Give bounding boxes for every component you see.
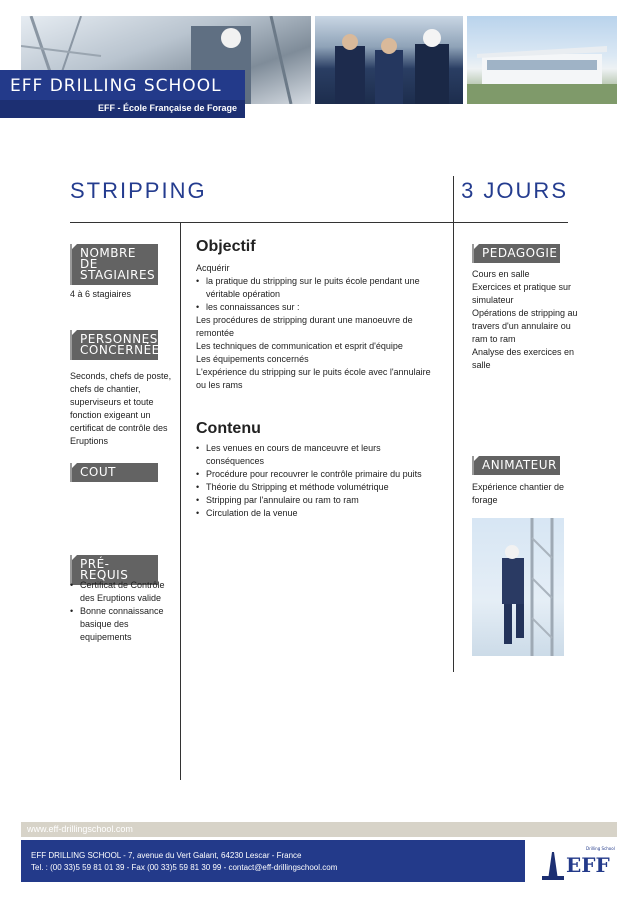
pedagogie-line: Analyse des exercices en salle: [472, 347, 575, 370]
contenu-heading: Contenu: [196, 420, 261, 437]
animateur-value: Expérience chantier de forage: [472, 482, 565, 505]
footer-address: EFF DRILLING SCHOOL - 7, avenue du Vert Galant, 64230 Lescar - France: [31, 851, 302, 860]
school-subtitle: EFF - École Française de Forage: [97, 103, 237, 113]
title-divider: [453, 176, 454, 222]
objectif-heading: Objectif: [196, 238, 256, 255]
objectif-bullet: • la pratique du stripping sur le puits école pendant une véritable opération: [196, 275, 440, 301]
contenu-list: [196, 442, 440, 520]
prerequis-list: [70, 579, 178, 644]
objectif-line: Les techniques de communication et esprit d'équipe: [196, 341, 403, 351]
footer-address-bar: [21, 840, 525, 882]
personnes-tag-line-2: CONCERNÉES: [80, 343, 168, 357]
title-underline: [70, 222, 568, 223]
personnes-concernees-value: Seconds, chefs de poste, chefs de chantier, superviseurs et toute fonction exigeant un certificat de contrôle des Eruptions: [70, 371, 172, 446]
logo-tagline: Drilling School: [586, 846, 615, 851]
objectif-line: Les procédures de stripping durant une manoeuvre de remontée: [196, 315, 413, 338]
objectif-line: L'expérience du stripping sur le puits école avec l'annulaire ou les rams: [196, 367, 431, 390]
animateur-tag-label: ANIMATEUR: [482, 458, 557, 472]
personnes-tag-line-1: PERSONNES: [80, 332, 158, 346]
pedagogie-line: Opérations de stripping au travers d'un annulaire ou ram to ram: [472, 308, 578, 344]
pedagogie-line: Cours en salle: [472, 269, 530, 279]
course-duration: 3 JOURS: [461, 178, 568, 203]
objectif-intro: Acquérir: [196, 263, 230, 273]
column-divider-left: [180, 222, 181, 780]
pedagogie-line: Exercices et pratique sur simulateur: [472, 282, 572, 305]
column-divider-right: [453, 222, 454, 672]
footer-url-bar: [21, 822, 617, 837]
objectif-bullet: • les connaissances sur :: [196, 301, 440, 314]
animateur-tag: [472, 456, 560, 475]
logo-text: EFF: [566, 853, 610, 877]
list-item: • Théorie du Stripping et méthode volumétrique: [196, 481, 440, 494]
list-item: • Stripping par l'annulaire ou ram to ram: [196, 494, 440, 507]
eff-logo: [538, 840, 618, 882]
objectif-body: [196, 262, 440, 392]
cout-tag-label: COUT: [80, 465, 116, 479]
nombre-tag-line-1: NOMBRE DE: [80, 246, 136, 271]
school-subtitle-bar: [0, 100, 245, 118]
course-title: STRIPPING: [70, 178, 207, 203]
prerequis-tag-label: PRÉ-REQUIS: [80, 557, 129, 582]
list-item: • Bonne connaissance basique des equipements: [70, 605, 178, 644]
list-item: • Certificat de Contrôle des Eruptions valide: [70, 579, 178, 605]
cout-tag: [70, 463, 158, 482]
list-item: • Les venues en cours de manceuvre et leurs conséquences: [196, 442, 440, 468]
footer-contact: Tel. : (00 33)5 59 81 01 39 - Fax (00 33)5 59 81 30 99 - contact@eff-drillingschool.com: [31, 863, 338, 872]
pedagogie-tag-label: PEDAGOGIE: [482, 246, 558, 260]
list-item: • Procédure pour recouvrer le contrôle primaire du puits: [196, 468, 440, 481]
objectif-line: Les équipements concernés: [196, 354, 309, 364]
pedagogie-body: [472, 268, 582, 372]
list-item: • Circulation de la venue: [196, 507, 440, 520]
workers-photo: [315, 16, 463, 104]
pedagogie-tag: [472, 244, 560, 263]
nombre-stagiaires-value: 4 à 6 stagiaires: [70, 289, 132, 299]
school-name: EFF DRILLING SCHOOL: [10, 76, 222, 96]
nombre-tag-line-2: STAGIAIRES: [80, 268, 156, 282]
website-link[interactable]: www.eff-drillingschool.com: [27, 824, 133, 834]
school-building-photo: [467, 16, 617, 104]
nombre-stagiaires-tag: [70, 244, 158, 285]
personnes-concernees-tag: [70, 330, 168, 360]
derrick-climber-photo: [472, 518, 564, 656]
